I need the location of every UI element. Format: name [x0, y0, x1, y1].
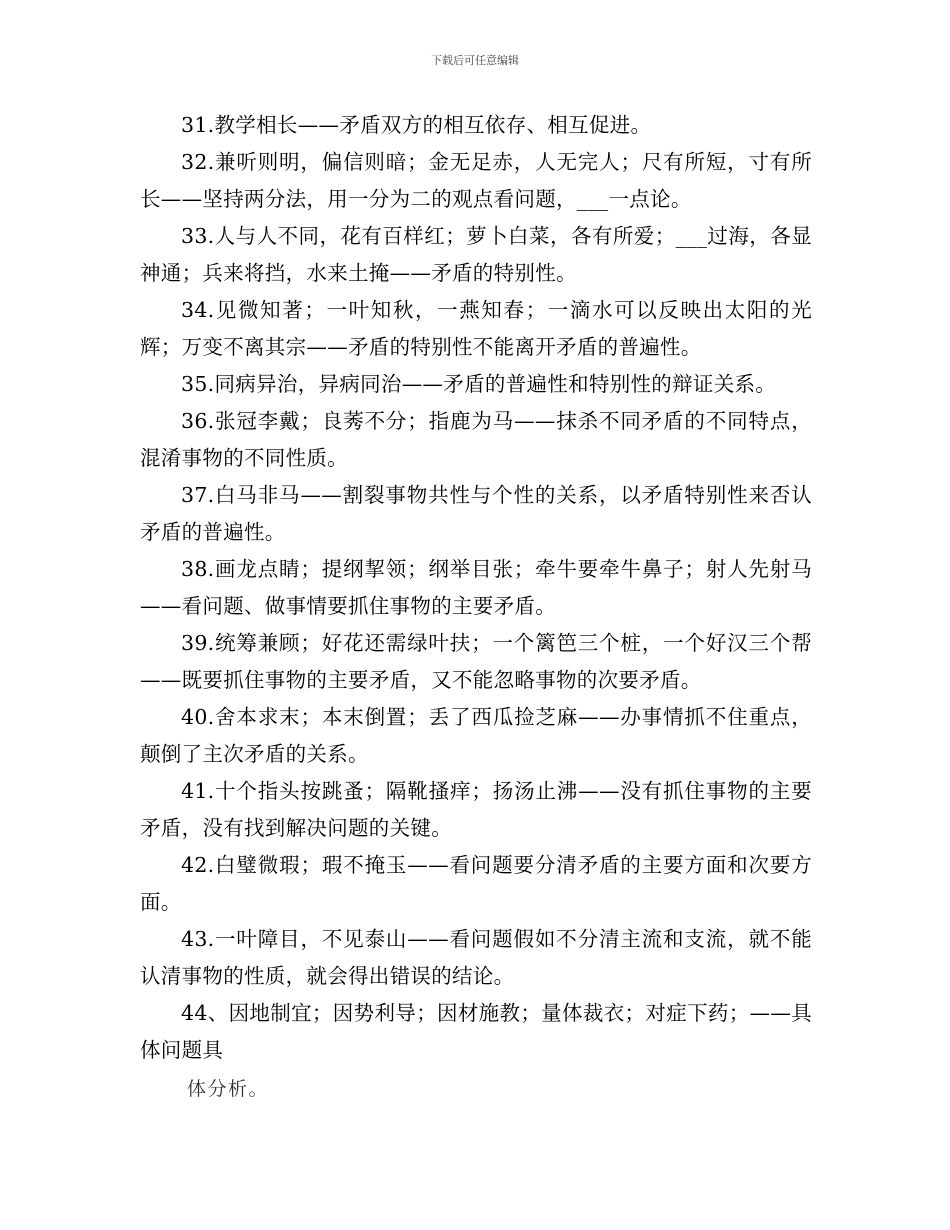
paragraph-32: 32.兼听则明，偏信则暗；金无足赤，人无完人；尺有所短，寸有所长——坚持两分法，用一分为二的观点看问题，___一点论。 [140, 150, 812, 211]
page-header: 下载后可任意编辑 [431, 54, 519, 67]
paragraph-43: 43.一叶障目，不见泰山——看问题假如不分清主流和支流，就不能认清事物的性质，就会得出错误的结论。 [140, 927, 812, 988]
paragraph-35: 35.同病异治，异病同治——矛盾的普遍性和特别性的辩证关系。 [181, 372, 777, 396]
paragraph-39: 39.统筹兼顾；好花还需绿叶扶；一个篱笆三个桩，一个好汉三个帮——既要抓住事物的主要矛盾，又不能忽略事物的次要矛盾。 [140, 631, 812, 692]
paragraph-44-continuation: 体分析。 [187, 1078, 270, 1100]
paragraph-38: 38.画龙点睛；提纲挈领；纲举目张；牵牛要牵牛鼻子；射人先射马——看问题、做事情要抓住事物的主要矛盾。 [140, 557, 812, 618]
paragraph-42: 42.白璧微瑕；瑕不掩玉——看问题要分清矛盾的主要方面和次要方面。 [140, 853, 812, 914]
paragraph-40: 40.舍本求末；本末倒置；丢了西瓜捡芝麻——办事情抓不住重点，颠倒了主次矛盾的关系。 [140, 705, 812, 766]
paragraph-37: 37.白马非马——割裂事物共性与个性的关系，以矛盾特别性来否认矛盾的普遍性。 [140, 483, 812, 544]
paragraph-33: 33.人与人不同，花有百样红；萝卜白菜，各有所爱；___过海，各显神通；兵来将挡，水来土掩——矛盾的特别性。 [140, 224, 812, 285]
paragraph-36: 36.张冠李戴；良莠不分；指鹿为马——抹杀不同矛盾的不同特点，混淆事物的不同性质。 [140, 409, 812, 470]
paragraph-31: 31.教学相长——矛盾双方的相互依存、相互促进。 [181, 113, 652, 137]
document-body [140, 107, 812, 1109]
paragraph-41: 41.十个指头按跳蚤；隔靴搔痒；扬汤止沸——没有抓住事物的主要矛盾，没有找到解决问题的关键。 [140, 779, 812, 840]
paragraph-44: 44、因地制宜；因势利导；因材施教；量体裁衣；对症下药；——具体问题具 [140, 1001, 812, 1062]
paragraph-34: 34.见微知著；一叶知秋，一燕知春；一滴水可以反映出太阳的光辉；万变不离其宗——矛盾的特别性不能离开矛盾的普遍性。 [140, 298, 812, 359]
